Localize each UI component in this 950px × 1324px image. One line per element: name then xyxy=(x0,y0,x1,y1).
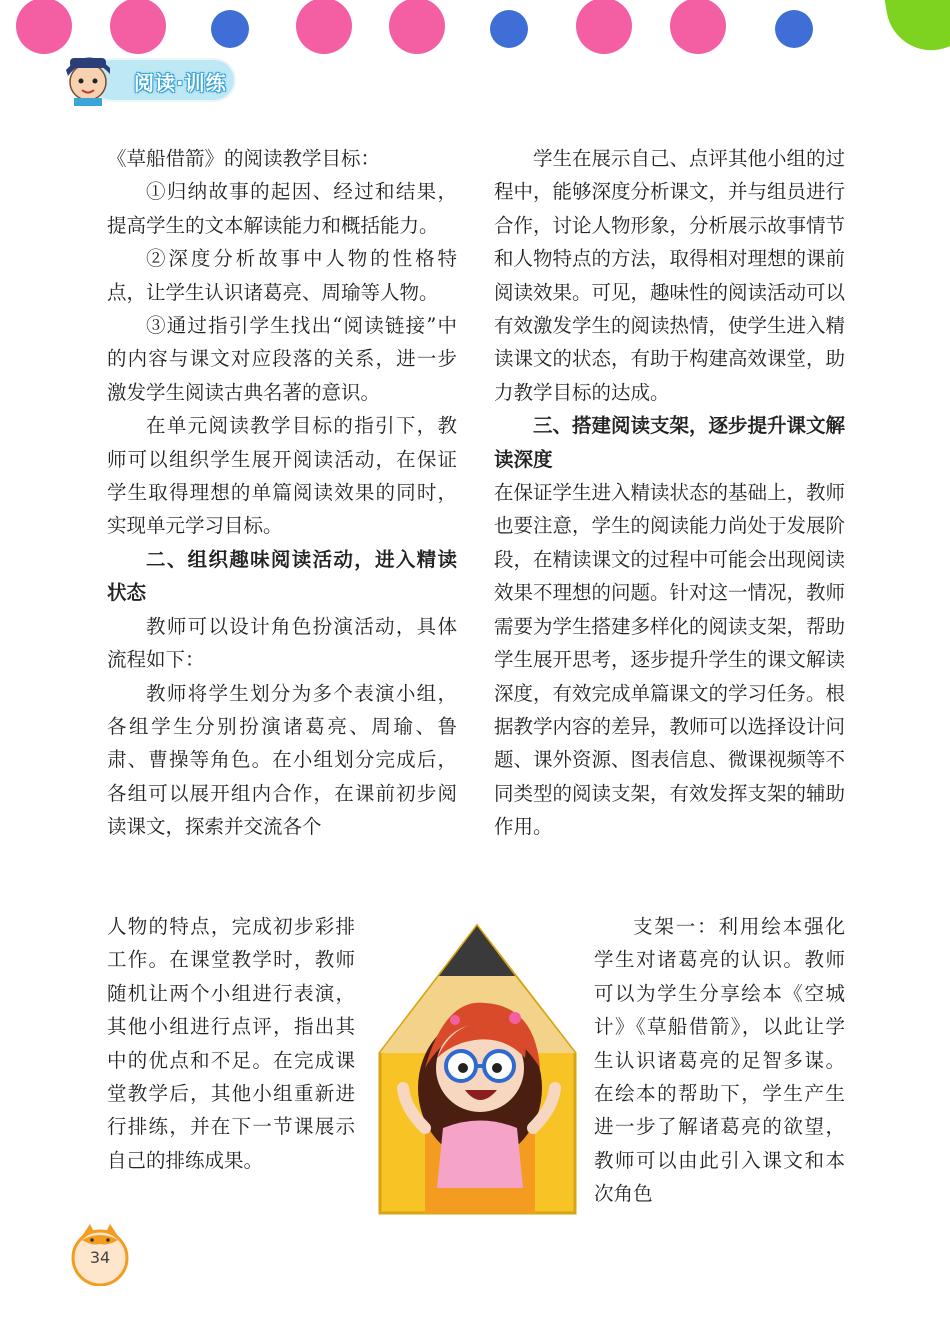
paragraph: 支架一：利用绘本强化学生对诸葛亮的认识。教师可以为学生分享绘本《空城计》《草船借箭》，以此让学生认识诸葛亮的足智多谋。在绘本的帮助下，学生产生进一步了解诸葛亮的欲望，教师可以由此引入课文和本次角色 xyxy=(594,915,845,1206)
paragraph: 在单元阅读教学目标的指引下，教师可以组织学生展开阅读活动，在保证学生取得理想的单篇阅读效果的同时，实现单元学习目标。 xyxy=(107,414,457,538)
decor-leaf xyxy=(883,0,950,57)
paragraph: ②深度分析故事中人物的性格特点，让学生认识诸葛亮、周瑜等人物。 xyxy=(107,247,457,304)
decor-dot-pink xyxy=(670,0,726,54)
left-column xyxy=(107,142,457,844)
left-wrap-text xyxy=(107,910,355,1177)
decor-dot-pink xyxy=(16,0,72,54)
page-number: 34 xyxy=(89,1248,111,1267)
right-column xyxy=(494,142,845,844)
paragraph: 学生在展示自己、点评其他小组的过程中，能够深度分析课文，并与组员进行合作，讨论人物形象，分析展示故事情节和人物特点的方法，取得相对理想的课前阅读效果。可见，趣味性的阅读活动可以有效激发学生的阅读热情，使学生进入精读课文的状态，有助于构建高效课堂，助力教学目标的达成。 xyxy=(494,147,846,404)
decor-dot-pink xyxy=(389,0,445,54)
decor-dot-blue xyxy=(490,10,528,48)
decor-dot-pink xyxy=(576,0,632,54)
paragraph: 教师可以设计角色扮演活动，具体流程如下： xyxy=(107,614,457,672)
pencil-girl-illustration xyxy=(365,918,590,1218)
section-heading: 二、组织趣味阅读活动，进入精读状态 xyxy=(107,547,457,605)
decor-dot-blue xyxy=(211,10,249,48)
decor-dot-pink xyxy=(296,0,352,54)
decor-dot-pink xyxy=(110,0,166,54)
page-number-badge xyxy=(68,1222,132,1286)
decor-dot-blue xyxy=(775,10,813,48)
paragraph: ③通过指引学生找出“阅读链接”中的内容与课文对应段落的关系，进一步激发学生阅读古典名著的意识。 xyxy=(107,314,457,404)
paragraph: 在保证学生进入精读状态的基础上，教师也要注意，学生的阅读能力尚处于发展阶段，在精读课文的过程中可能会出现阅读效果不理想的问题。针对这一情况，教师需要为学生搭建多样化的阅读支架，帮助学生展开思考，逐步提升学生的课文解读深度，有效完成单篇课文的学习任务。根据教学内容的差异，教师可以选择设计问题、课外资源、图表信息、微课视频等不同类型的阅读支架，有效发挥支架的辅助作用。 xyxy=(494,481,846,839)
section-heading: 三、搭建阅读支架，逐步提升课文解读深度 xyxy=(494,414,846,471)
paragraph: ①归纳故事的起因、经过和结果，提高学生的文本解读能力和概括能力。 xyxy=(107,180,457,237)
section-badge xyxy=(60,48,235,104)
paragraph: 人物的特点，完成初步彩排工作。在课堂教学时，教师随机让两个小组进行表演，其他小组进行点评，指出其中的优点和不足。在完成课堂教学后，其他小组重新进行排练，并在下一节课展示自己的排练成果。 xyxy=(107,915,355,1172)
right-wrap-text xyxy=(594,910,845,1211)
paragraph: 《草船借箭》的阅读教学目标： xyxy=(107,147,381,170)
paragraph: 教师将学生划分为多个表演小组，各组学生分别扮演诸葛亮、周瑜、鲁肃、曹操等角色。在小组划分完成后，各组可以展开组内合作，在课前初步阅读课文，探索并交流各个 xyxy=(107,681,457,839)
badge-title: 阅读·训练 xyxy=(134,71,227,95)
boy-mascot-icon xyxy=(60,48,120,106)
